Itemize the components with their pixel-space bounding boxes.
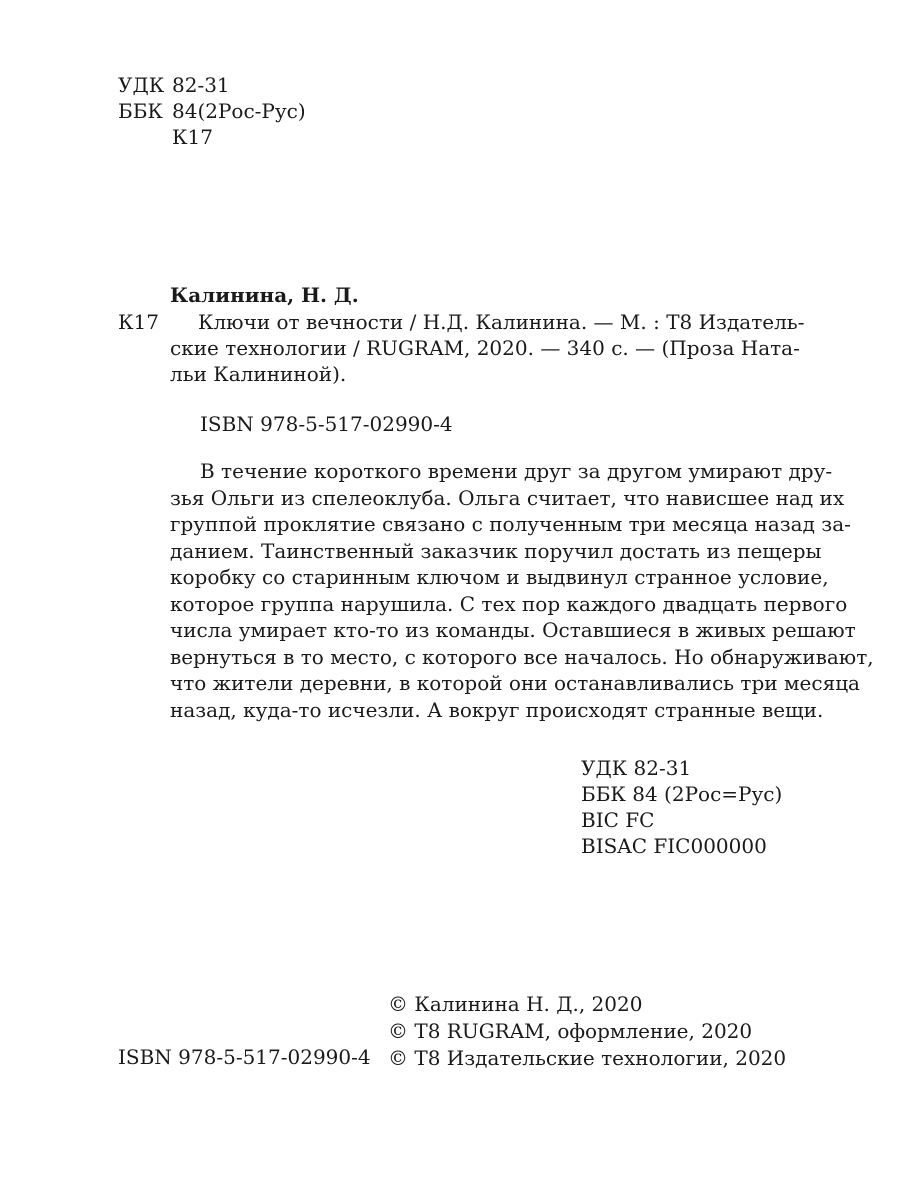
annotation-line: числа умирает кто-то из команды. Оставшиеся в живых решают	[170, 618, 856, 642]
classification-codes-right	[581, 755, 782, 859]
author-mark-value: К17	[172, 125, 213, 149]
entry-line: Ключи от вечности / Н.Д. Калинина. — М. : Т8 Издатель-	[198, 310, 805, 334]
udk-label: УДК	[118, 73, 165, 97]
author-mark-row	[118, 124, 306, 150]
copyright-block	[388, 991, 786, 1072]
annotation-line: коробку со старинным ключом и выдвинул странное условие,	[170, 565, 829, 589]
entry-line: льи Калининой).	[170, 362, 347, 386]
bbk-code: ББК 84 (2Рос=Рус)	[581, 782, 783, 806]
copyright-line: © Т8 Издательские технологии, 2020	[388, 1046, 787, 1070]
bibliographic-entry	[118, 309, 805, 387]
udk-code: УДК 82-31	[581, 756, 692, 780]
annotation	[170, 458, 874, 723]
bbk-label: ББК	[118, 99, 163, 123]
udk-row	[118, 72, 306, 98]
annotation-line: которое группа нарушила. С тех пор каждого двадцать первого	[170, 591, 848, 616]
copyright-line: © Т8 RUGRAM, оформление, 2020	[388, 1019, 753, 1043]
annotation-line: что жители деревни, в которой они останавливались три месяца	[170, 671, 860, 695]
bisac-code: BISAC FIC000000	[581, 834, 767, 858]
isbn-main: ISBN 978-5-517-02990-4	[200, 412, 453, 436]
copyright-line: © Калинина Н. Д., 2020	[388, 992, 643, 1016]
author-heading: Калинина, Н. Д.	[170, 283, 359, 307]
bbk-value: 84(2Рос-Рус)	[172, 99, 306, 123]
author-mark-label	[118, 124, 172, 150]
annotation-line: зья Ольги из спелеоклуба. Ольга считает, что нависшее над их	[170, 485, 845, 510]
entry-code: К17	[118, 310, 159, 334]
entry-line: ские технологии / RUGRAM, 2020. — 340 с. — (Проза Ната-	[170, 336, 800, 360]
annotation-line: группой проклятие связано с полученным три месяца назад за-	[170, 512, 851, 536]
annotation-line: вернуться в то место, с которого все началось. Но обнаруживают,	[170, 644, 874, 669]
bic-code: BIC FC	[581, 808, 655, 832]
bbk-row	[118, 98, 306, 124]
isbn-bottom: ISBN 978-5-517-02990-4	[118, 1045, 371, 1069]
entry-description	[170, 309, 805, 387]
annotation-line: В течение короткого времени друг за другом умирают дру-	[200, 459, 833, 483]
annotation-line: назад, куда-то исчезли. А вокруг происходят странные вещи.	[170, 697, 824, 722]
udk-value: 82-31	[172, 73, 230, 97]
entry-row	[118, 309, 805, 387]
classification-codes-top	[118, 72, 306, 150]
annotation-line: данием. Таинственный заказчик поручил достать из пещеры	[170, 538, 822, 563]
